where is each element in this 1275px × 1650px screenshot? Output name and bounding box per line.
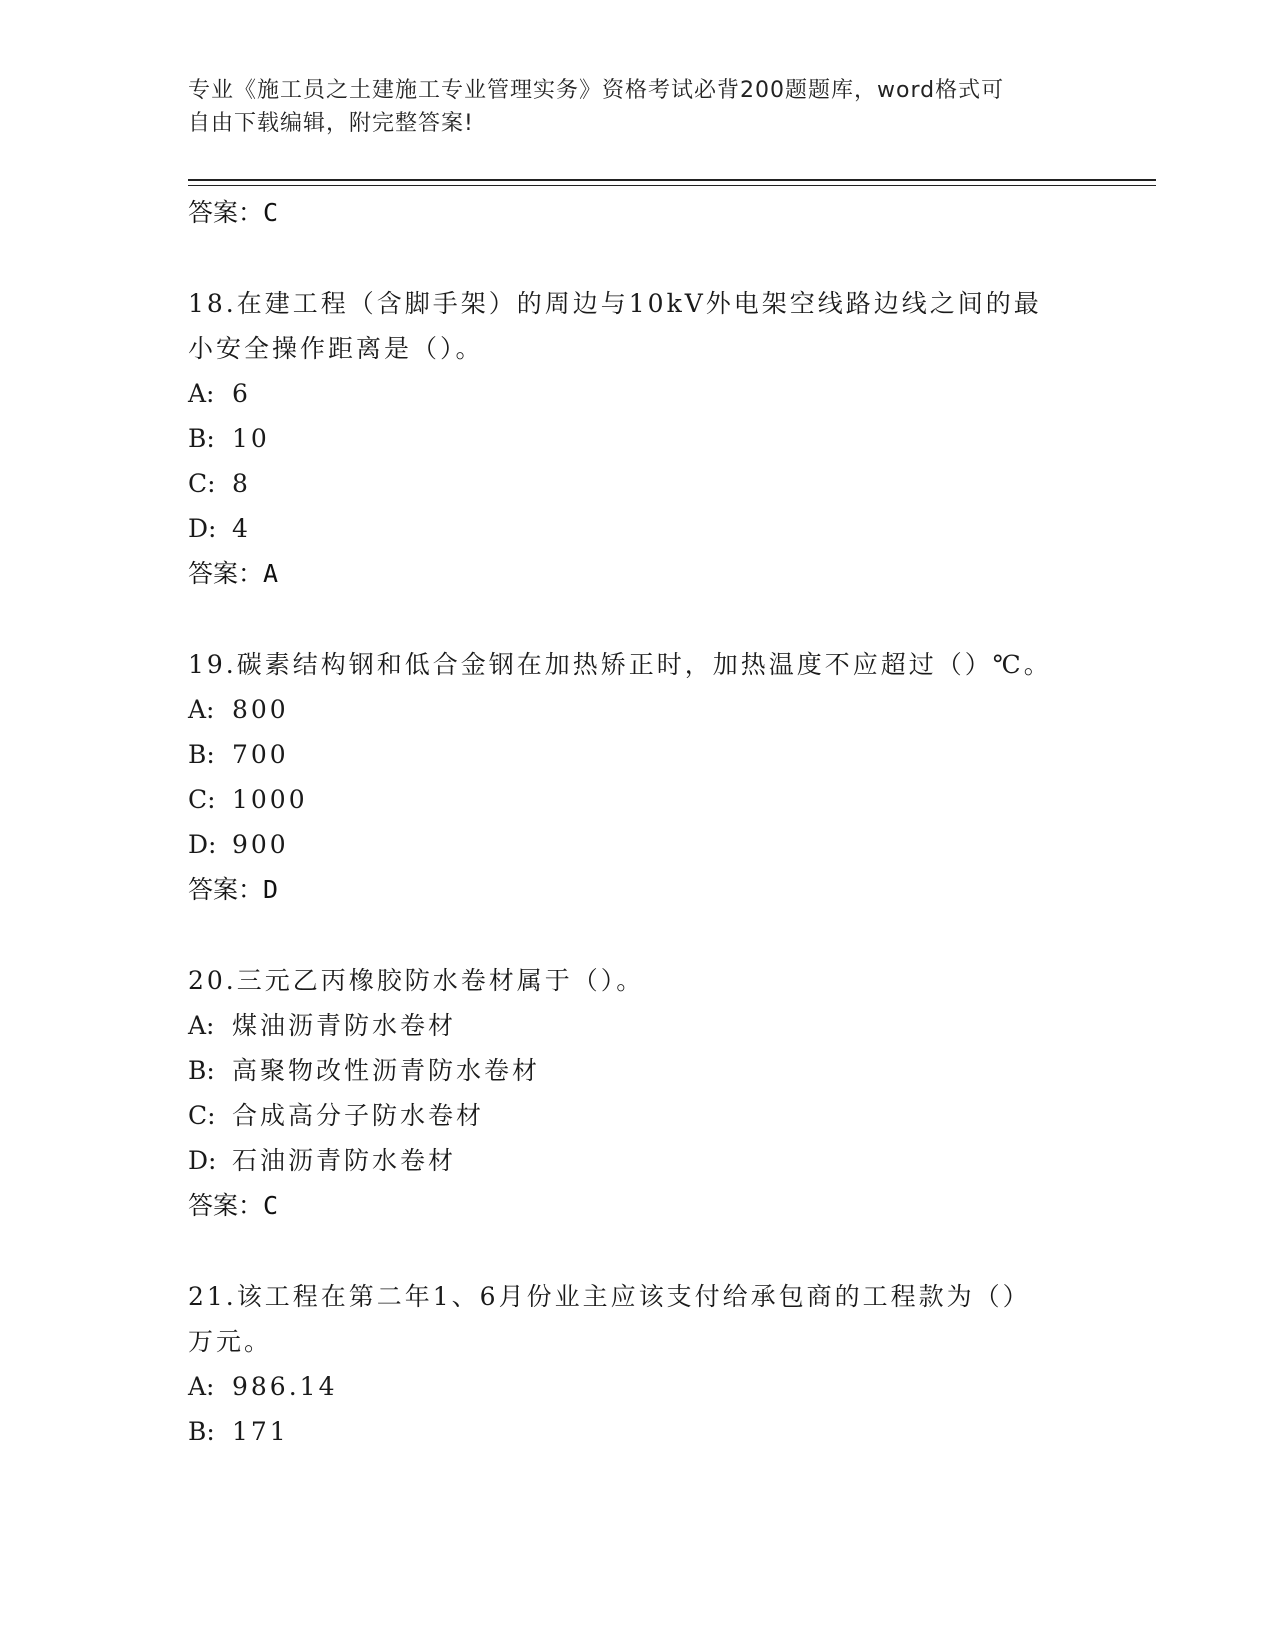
- option-letter: A:: [188, 1011, 215, 1040]
- option-letter: D:: [188, 514, 217, 543]
- question-stem: [188, 642, 1068, 687]
- option-letter: A:: [188, 695, 215, 724]
- question-stem-line: 21.该工程在第二年1、6月份业主应该支付给承包商的工程款为（）: [188, 1282, 1031, 1311]
- answer-value: A: [263, 559, 279, 588]
- option-c: [188, 461, 1068, 506]
- option-b: [188, 1048, 1068, 1093]
- option-letter: A:: [188, 1372, 215, 1401]
- answer-value: C: [263, 1191, 279, 1220]
- option-c: [188, 777, 1068, 822]
- question-stem-line: 19.碳素结构钢和低合金钢在加热矫正时，加热温度不应超过（）℃。: [188, 650, 1052, 679]
- option-letter: D:: [188, 1146, 217, 1175]
- question-20: [188, 958, 1068, 1228]
- option-text: 700: [232, 740, 289, 769]
- answer-line: [188, 867, 1068, 912]
- option-text: 10: [232, 424, 270, 453]
- option-text: 171: [232, 1417, 289, 1446]
- option-a: [188, 687, 1068, 732]
- option-a: [188, 1003, 1068, 1048]
- question-stem: [188, 281, 1068, 371]
- answer-value: C: [263, 198, 279, 227]
- question-stem: [188, 1274, 1068, 1364]
- answer-line: [188, 190, 1068, 235]
- option-letter: A:: [188, 379, 215, 408]
- option-text: 4: [232, 514, 251, 543]
- answer-line: [188, 1183, 1068, 1228]
- question-list: [188, 190, 1068, 1454]
- question-stem-line: 20.三元乙丙橡胶防水卷材属于（）。: [188, 966, 645, 995]
- question-stem-line: 18.在建工程（含脚手架）的周边与10kV外电架空线路边线之间的最: [188, 289, 1042, 318]
- option-text: 900: [232, 830, 289, 859]
- answer-label: 答案：: [188, 875, 264, 904]
- option-text: 合成高分子防水卷材: [232, 1101, 485, 1130]
- option-text: 1000: [232, 785, 308, 814]
- header-line-2: 自由下载编辑，附完整答案!: [188, 111, 474, 136]
- option-c: [188, 1093, 1068, 1138]
- question-21: [188, 1274, 1068, 1454]
- option-d: [188, 1138, 1068, 1183]
- option-text: 煤油沥青防水卷材: [232, 1011, 457, 1040]
- option-b: [188, 732, 1068, 777]
- option-letter: D:: [188, 830, 217, 859]
- question-stem: [188, 958, 1068, 1003]
- option-letter: C:: [188, 1101, 216, 1130]
- answer-value: D: [263, 875, 279, 904]
- header-divider: [188, 179, 1156, 181]
- option-letter: B:: [188, 1417, 215, 1446]
- option-b: [188, 416, 1068, 461]
- option-text: 8: [232, 469, 251, 498]
- document-header: [188, 74, 1068, 140]
- question-18: [188, 281, 1068, 596]
- option-letter: C:: [188, 469, 216, 498]
- answer-label: 答案：: [188, 559, 264, 588]
- answer-line: [188, 551, 1068, 596]
- option-letter: C:: [188, 785, 216, 814]
- option-text: 986.14: [232, 1372, 338, 1401]
- question-19: [188, 642, 1068, 912]
- answer-label: 答案：: [188, 198, 264, 227]
- option-a: [188, 1364, 1068, 1409]
- option-text: 高聚物改性沥青防水卷材: [232, 1056, 541, 1085]
- option-letter: B:: [188, 1056, 215, 1085]
- option-a: [188, 371, 1068, 416]
- answer-label: 答案：: [188, 1191, 264, 1220]
- option-b: [188, 1409, 1068, 1454]
- question-stem-line: 小安全操作距离是（）。: [188, 334, 484, 363]
- option-d: [188, 506, 1068, 551]
- option-d: [188, 822, 1068, 867]
- option-text: 石油沥青防水卷材: [232, 1146, 457, 1175]
- option-letter: B:: [188, 740, 215, 769]
- option-text: 6: [232, 379, 251, 408]
- header-line-1: 专业《施工员之土建施工专业管理实务》资格考试必背200题题库，word格式可: [188, 78, 1005, 103]
- header-divider-thin: [188, 185, 1156, 186]
- option-letter: B:: [188, 424, 215, 453]
- option-text: 800: [232, 695, 289, 724]
- question-stem-line: 万元。: [188, 1327, 273, 1356]
